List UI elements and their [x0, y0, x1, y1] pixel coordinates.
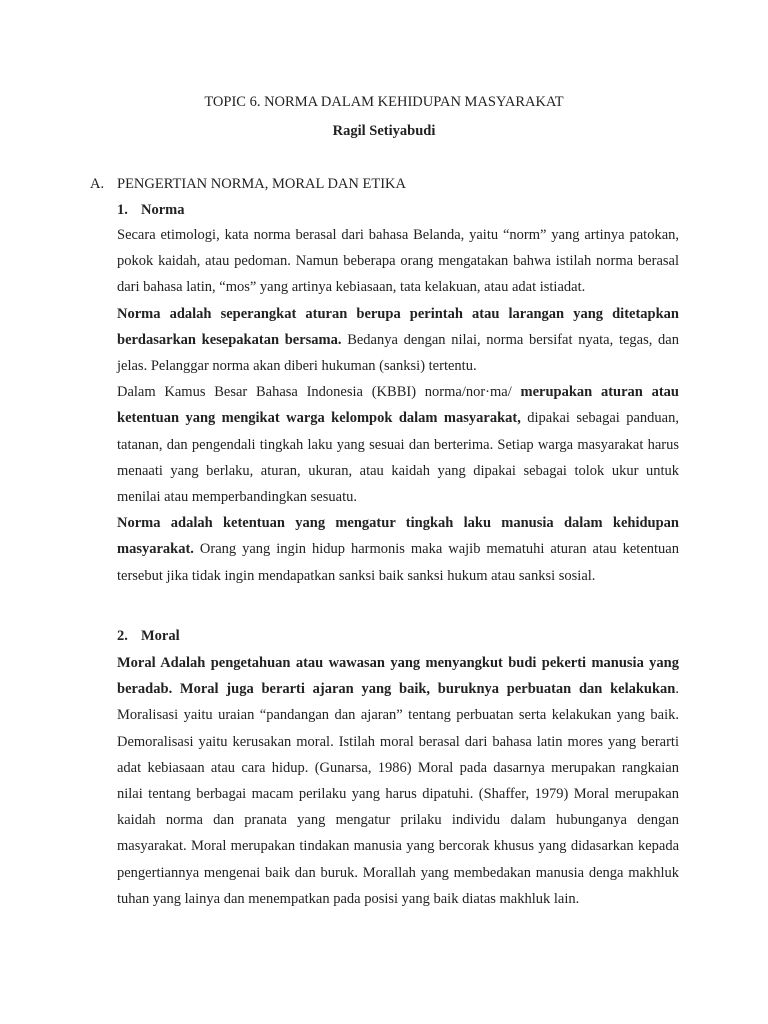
- subsection-norma-marker: 1.: [117, 202, 128, 218]
- norma-paragraph-3-emphasis: merupakan aturan atau ketentuan yang mengikat warga kelompok dalam masyarakat,: [117, 384, 679, 427]
- moral-paragraph-1-text: . Moralisasi yaitu uraian “pandangan dan ajaran” tentang perbuatan serta kelakukan yang baik. Demoralisasi yaitu kerusakan moral. Istilah moral berasal dari bahasa latin mores yang berarti adat kebiasaan atau cara hidup. (Gunarsa, 1986) Moral pada dasarnya merupakan rangkaian nilai tentang berbagai macam perilaku yang harus dipatuhi. (Shaffer, 1979) Moral merupakan kaidah norma dan pranata yang mengatur prilaku individu dalam hubunganya dengan masyarakat. Moral merupakan tindakan manusia yang bercorak khusus yang didasarkan kepada pengertiannya mengenai baik dan buruk. Morallah yang membedakan manusia denga makhluk tuhan yang lainya dan menempatkan pada posisi yang baik diatas makhluk lain.: [117, 681, 679, 907]
- document-title: TOPIC 6. NORMA DALAM KEHIDUPAN MASYARAKAT: [204, 94, 564, 110]
- norma-paragraph-2: [117, 301, 679, 380]
- norma-paragraph-2-text: Bedanya dengan nilai, norma bersifat nyata, tegas, dan jelas. Pelanggar norma akan diberi hukuman (sanksi) tertentu.: [117, 331, 679, 375]
- subsection-norma-heading: [117, 200, 185, 220]
- moral-body: [117, 650, 679, 912]
- subsection-moral-heading: [117, 626, 180, 646]
- norma-paragraph-3: [117, 379, 679, 510]
- norma-paragraph-4: [117, 510, 679, 589]
- norma-paragraph-3-lead: Dalam Kamus Besar Bahasa Indonesia (KBBI) norma/nor·ma/: [117, 384, 521, 401]
- norma-paragraph-3-text: dipakai sebagai panduan, tatanan, dan pengendali tingkah laku yang sesuai dan berterima. Setiap warga masyarakat harus menaati yang berlaku, aturan, ukuran, atau kaidah yang dipakai sebagai tolok ukur untuk menilai atau memperbandingkan sesuatu.: [117, 410, 679, 506]
- subsection-moral-title: Moral: [141, 628, 180, 644]
- document-author: Ragil Setiyabudi: [332, 123, 436, 139]
- norma-paragraph-2-emphasis: Norma adalah seperangkat aturan berupa perintah atau larangan yang ditetapkan berdasarkan kesepakatan bersama.: [117, 305, 679, 348]
- norma-paragraph-4-emphasis: Norma adalah ketentuan yang mengatur tingkah laku manusia dalam kehidupan masyarakat.: [117, 515, 679, 558]
- norma-paragraph-1: Secara etimologi, kata norma berasal dari bahasa Belanda, yaitu “norm” yang artinya patokan, pokok kaidah, atau pedoman. Namun beberapa orang mengatakan bahwa istilah norma berasal dari bahasa latin, “mos” yang artinya kebiasaan, tata kelakuan, atau adat istiadat.: [117, 227, 679, 296]
- norma-body: [117, 222, 679, 589]
- section-a-heading: [90, 174, 406, 194]
- moral-paragraph-1: [117, 650, 679, 912]
- section-a-marker: A.: [90, 176, 105, 192]
- subsection-norma-title: Norma: [141, 202, 185, 218]
- norma-paragraph-4-text: Orang yang ingin hidup harmonis maka wajib mematuhi aturan atau ketentuan tersebut jika tidak ingin mendapatkan sanksi baik sanksi hukum atau sanksi sosial.: [117, 541, 679, 584]
- subsection-moral-marker: 2.: [117, 628, 128, 644]
- moral-paragraph-1-emphasis: Moral Adalah pengetahuan atau wawasan yang menyangkut budi pekerti manusia yang beradab. Moral juga berarti ajaran yang baik, buruknya perbuatan dan kelakukan: [117, 655, 679, 698]
- section-a-title: PENGERTIAN NORMA, MORAL DAN ETIKA: [117, 176, 406, 192]
